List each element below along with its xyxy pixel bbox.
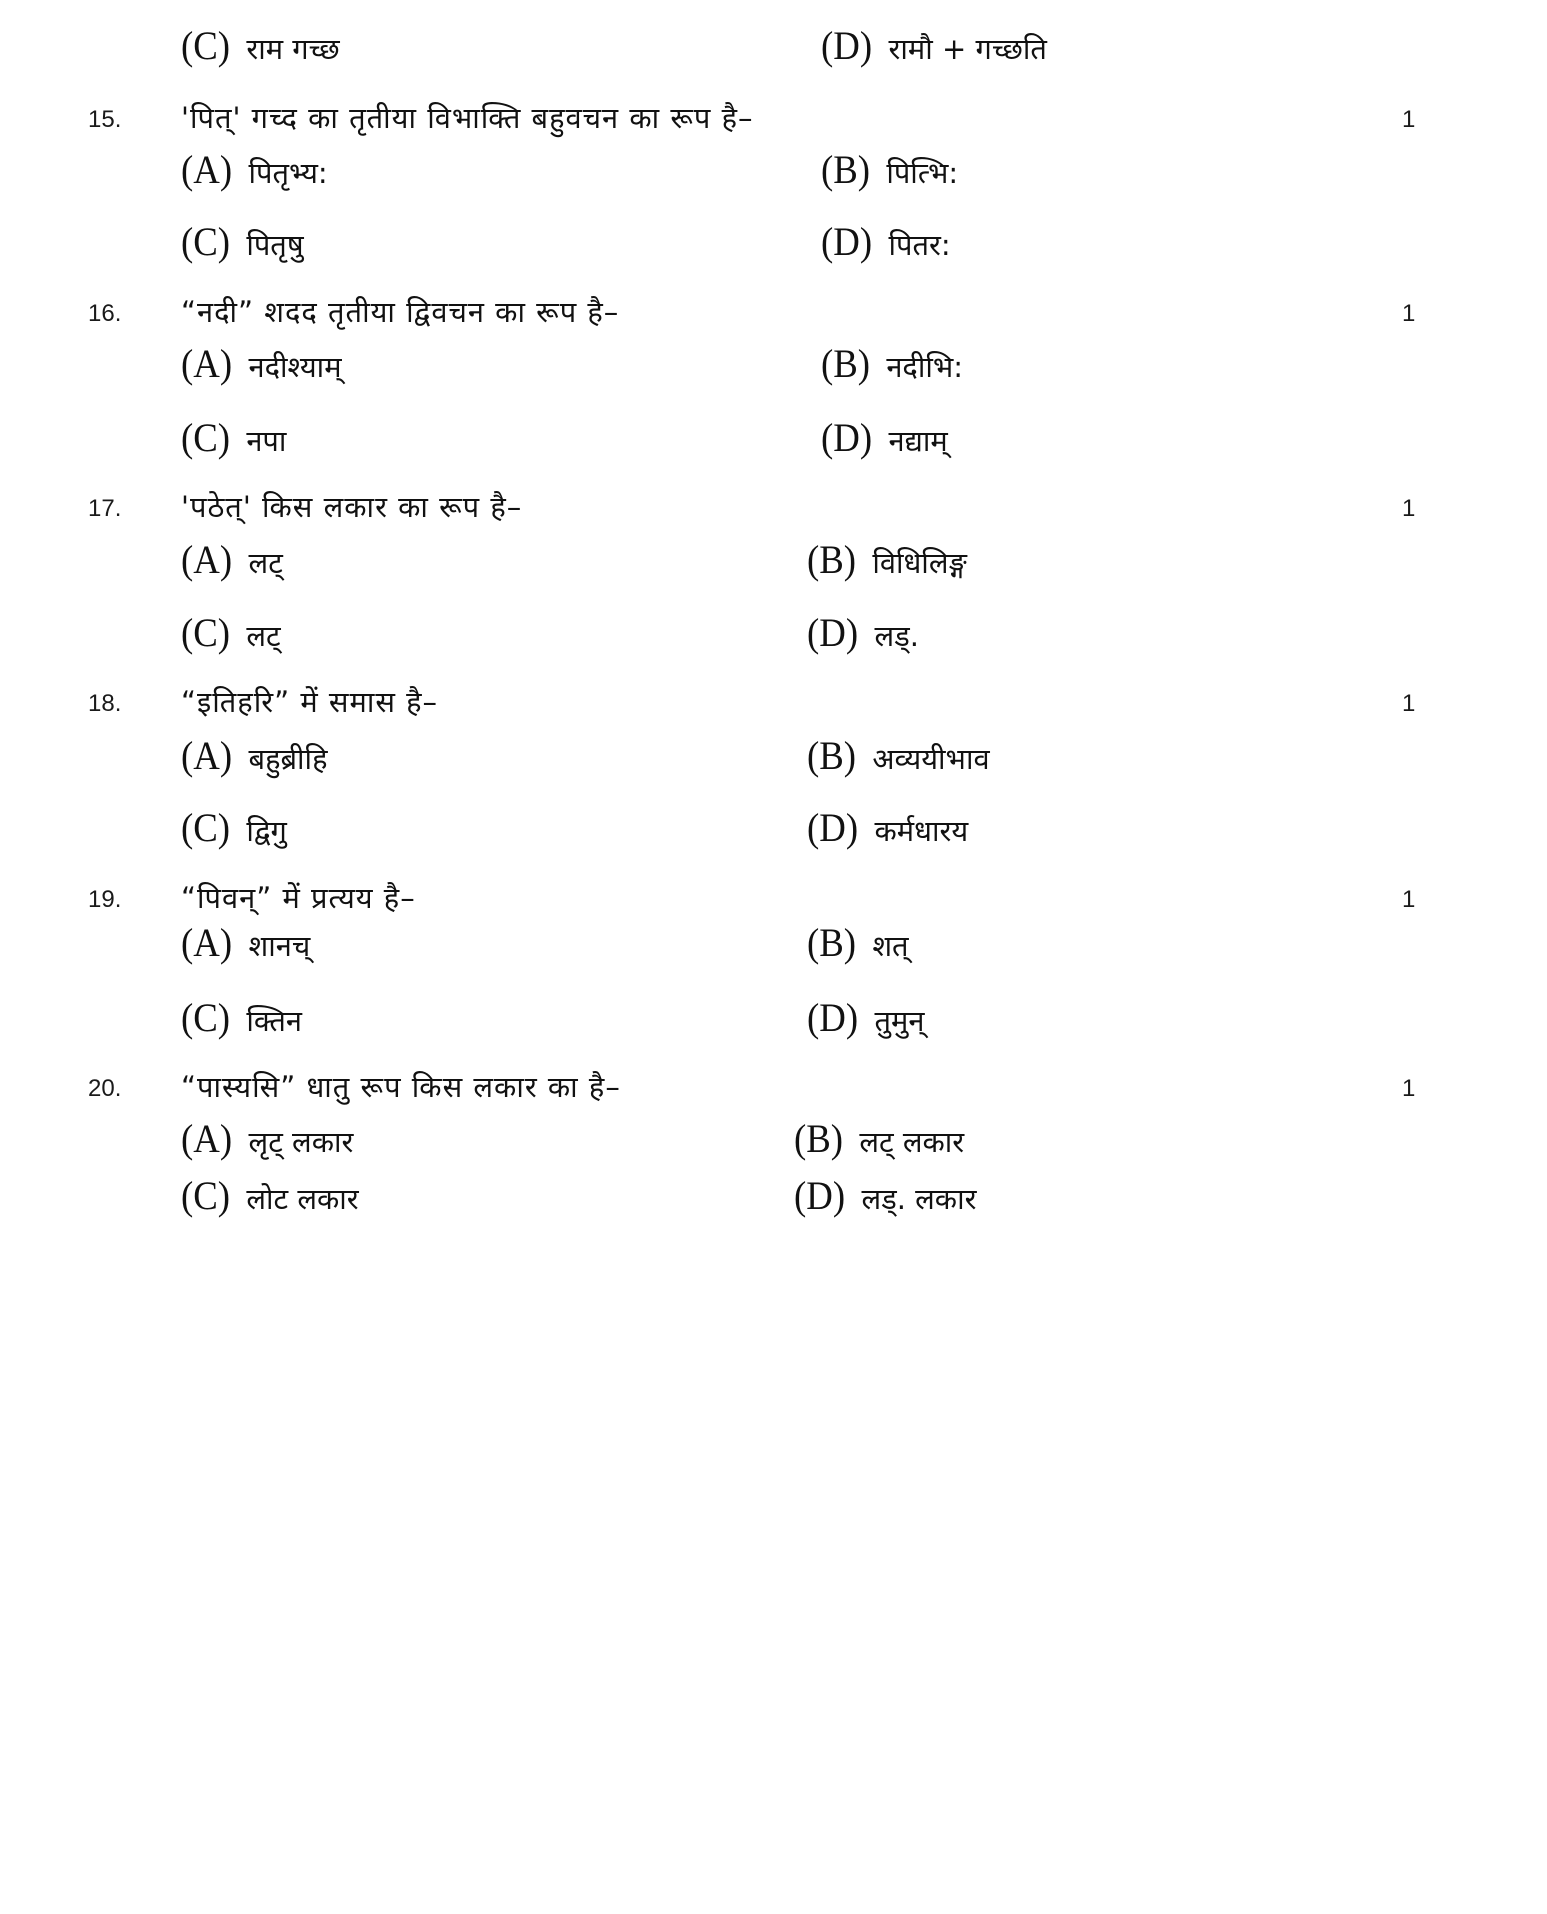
option-label: (C) [181, 1173, 231, 1218]
option-label: (B) [821, 341, 871, 386]
option-label: (B) [794, 1116, 844, 1161]
question-marks: 1 [1402, 1075, 1416, 1102]
option-a[interactable] [181, 732, 327, 779]
option-c[interactable] [181, 994, 302, 1041]
option-text: राम गच्छ [246, 32, 340, 66]
option-label: (A) [181, 733, 233, 778]
option-d[interactable] [807, 804, 968, 851]
option-label: (B) [807, 920, 857, 965]
option-d[interactable] [807, 609, 919, 656]
question-marks: 1 [1402, 495, 1416, 522]
option-text: पितर: [888, 228, 951, 262]
question-number: 16. [88, 300, 122, 327]
option-text: नपा [246, 424, 287, 458]
option-a[interactable] [181, 1115, 353, 1162]
option-b[interactable] [821, 340, 963, 387]
option-d[interactable] [821, 22, 1047, 69]
option-label: (B) [821, 147, 871, 192]
option-a[interactable] [181, 919, 310, 966]
option-label: (A) [181, 147, 233, 192]
option-text: पित्भि: [886, 156, 959, 190]
option-c[interactable] [181, 1172, 359, 1219]
option-d[interactable] [794, 1172, 976, 1219]
option-text: लट् लकार [859, 1125, 965, 1159]
question-marks: 1 [1402, 106, 1416, 133]
option-c[interactable] [181, 22, 340, 69]
option-label: (D) [821, 219, 873, 264]
question-text: “पास्यसि” धातु रूप किस लकार का है– [181, 1070, 621, 1104]
option-label: (C) [181, 415, 231, 460]
question-text: “इतिहरि” में समास है– [181, 685, 439, 719]
option-text: लोट लकार [246, 1182, 359, 1216]
option-label: (A) [181, 341, 233, 386]
option-a[interactable] [181, 536, 283, 583]
option-text: तुमुन् [874, 1004, 925, 1038]
option-text: क्तिन [246, 1004, 303, 1038]
option-text: लड्. लकार [861, 1182, 977, 1216]
option-text: द्विगु [246, 814, 287, 848]
option-label: (B) [807, 733, 857, 778]
option-label: (C) [181, 610, 231, 655]
option-text: बहुब्रीहि [248, 742, 328, 776]
option-label: (A) [181, 920, 233, 965]
option-label: (C) [181, 995, 231, 1040]
option-text: शत् [872, 929, 909, 963]
option-text: नदीश्याम् [248, 350, 342, 384]
question-number: 15. [88, 106, 122, 133]
question-number: 20. [88, 1075, 122, 1102]
question-text: “नदी” शदद तृतीया द्विवचन का रूप है– [181, 295, 620, 329]
option-text: लट् [248, 546, 283, 580]
option-label: (C) [181, 805, 231, 850]
option-text: नदीभि: [886, 350, 964, 384]
option-d[interactable] [821, 414, 948, 461]
option-c[interactable] [181, 804, 287, 851]
option-text: कर्मधारय [874, 814, 969, 848]
option-b[interactable] [807, 919, 909, 966]
question-text: “पिवन्” में प्रत्यय है– [181, 881, 416, 915]
option-a[interactable] [181, 340, 342, 387]
question-marks: 1 [1402, 690, 1416, 717]
option-label: (D) [807, 995, 859, 1040]
option-label: (D) [821, 415, 873, 460]
option-label: (D) [794, 1173, 846, 1218]
option-b[interactable] [807, 536, 967, 583]
option-b[interactable] [794, 1115, 964, 1162]
option-text: लृट् लकार [248, 1125, 354, 1159]
option-label: (D) [821, 23, 873, 68]
option-text: शानच् [248, 929, 311, 963]
option-text: रामौ + गच्छति [888, 32, 1047, 66]
option-c[interactable] [181, 414, 286, 461]
question-text: 'पित्' गच्द का तृतीया विभाक्ति बहुवचन का रूप है– [181, 101, 754, 135]
option-d[interactable] [807, 994, 925, 1041]
option-a[interactable] [181, 146, 328, 193]
question-marks: 1 [1402, 300, 1416, 327]
option-label: (A) [181, 1116, 233, 1161]
option-text: विधिलिङ्ग [872, 546, 967, 580]
option-label: (C) [181, 219, 231, 264]
question-marks: 1 [1402, 886, 1416, 913]
option-text: पितृषु [246, 228, 304, 262]
option-label: (C) [181, 23, 231, 68]
option-d[interactable] [821, 218, 951, 265]
question-number: 17. [88, 495, 122, 522]
question-number: 19. [88, 886, 122, 913]
option-label: (A) [181, 537, 233, 582]
option-label: (D) [807, 610, 859, 655]
option-text: लड्. [874, 619, 919, 653]
option-label: (D) [807, 805, 859, 850]
option-b[interactable] [821, 146, 958, 193]
option-c[interactable] [181, 609, 281, 656]
question-text: 'पठेत्' किस लकार का रूप है– [181, 490, 523, 524]
option-text: पितृभ्य: [248, 156, 328, 190]
option-c[interactable] [181, 218, 304, 265]
option-text: नद्याम् [888, 424, 948, 458]
option-text: लट् [246, 619, 281, 653]
option-text: अव्ययीभाव [872, 742, 990, 776]
option-b[interactable] [807, 732, 990, 779]
option-label: (B) [807, 537, 857, 582]
question-number: 18. [88, 690, 122, 717]
